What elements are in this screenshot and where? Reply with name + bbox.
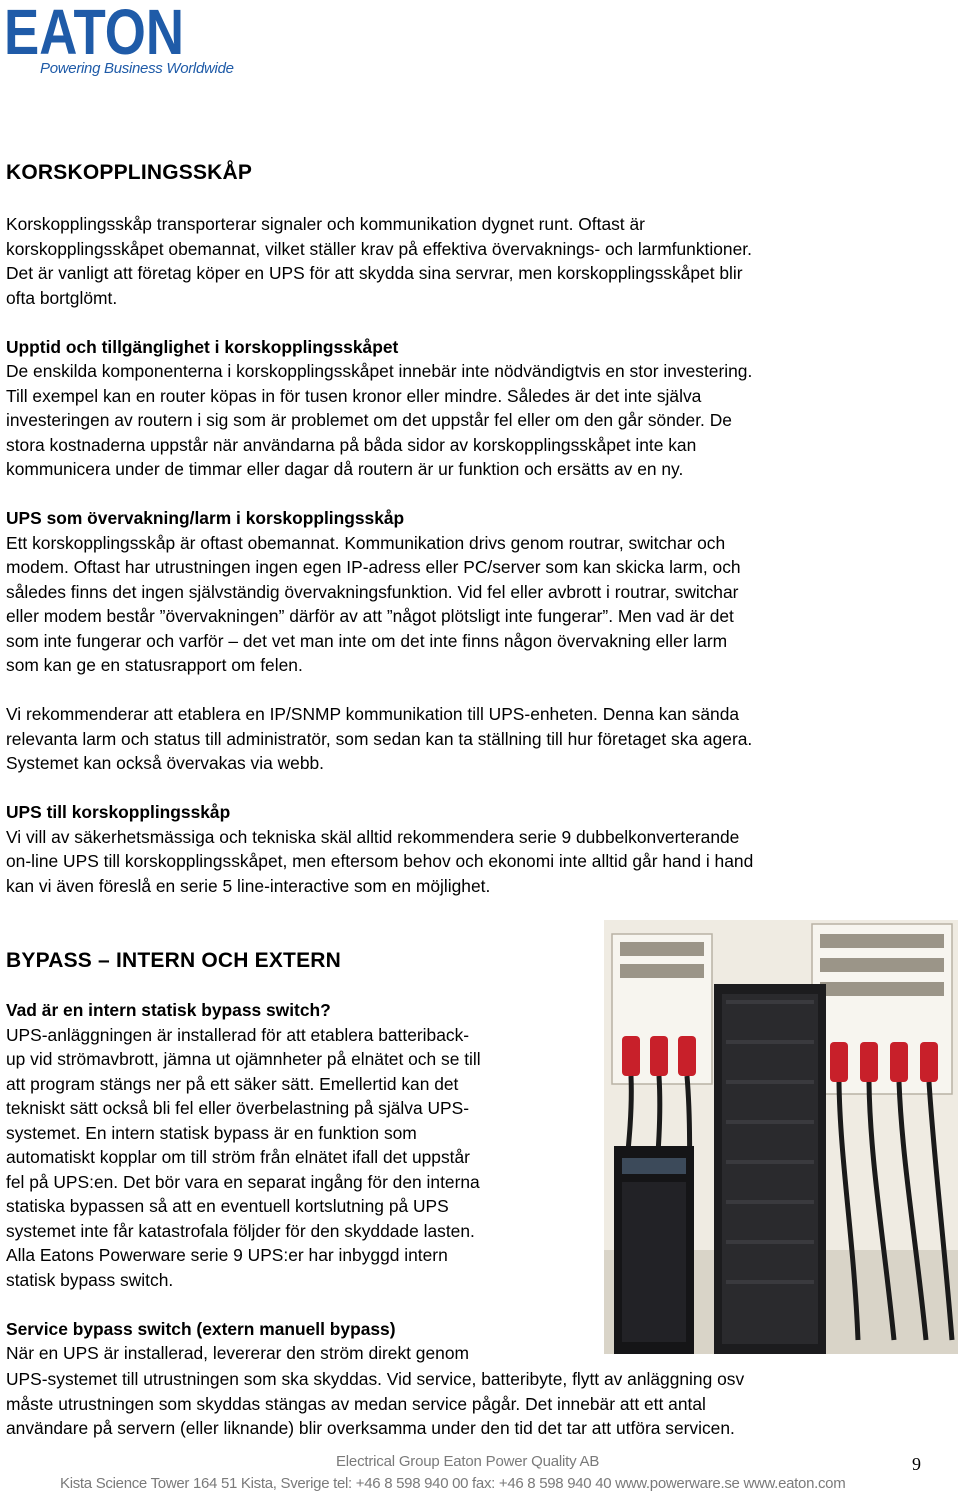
subheading-uptime: Upptid och tillgänglighet i korskopplingsskåpet (6, 336, 399, 357)
text-line: När en UPS är installerad, levererar den ström direkt genom (6, 1343, 469, 1363)
logo-wordmark: EATON (4, 2, 184, 60)
text-line: automatiskt kopplar om till ström från elnätet ifall det uppstår (6, 1147, 470, 1167)
text-line: fel på UPS:en. Det bör vara en separat ingång för den interna (6, 1171, 480, 1192)
text-line: modem. Oftast har utrustningen ingen egen IP-adress eller PC/server som kan skicka larm, och (6, 557, 741, 577)
footer-company: Electrical Group Eaton Power Quality AB (336, 1453, 600, 1470)
logo-tagline: Powering Business Worldwide (40, 60, 234, 77)
text-line: Systemet kan också övervakas via webb. (6, 753, 325, 773)
text-line: som kan ge en statusrapport om felen. (6, 655, 303, 675)
text-line: Till exempel kan en router köpas in för tusen kronor eller mindre. Således är det inte själva (6, 385, 702, 406)
text-line: användare på servern (eller liknande) blir overksamma under den tid det tar att utföra servicen. (6, 1418, 735, 1438)
subheading-monitoring: UPS som övervakning/larm i korskopplingsskåp (6, 508, 405, 528)
text-line: att program stängs ner på ett säker sätt. Emellertid kan det (6, 1073, 459, 1094)
bypass-section (6, 948, 596, 1366)
intro-paragraph (6, 212, 946, 310)
text-line: Vi vill av säkerhetsmässiga och tekniska skäl alltid rekommendera serie 9 dubbelkonverterande (6, 826, 740, 847)
text-line: Korskopplingsskåp transporterar signaler och kommunikation dygnet runt. Oftast är (6, 214, 645, 234)
text-line: måste utrustningen som skyddas stängas av medan service pågår. Det innebär att ett antal (6, 1393, 706, 1414)
text-line: ofta bortglömt. (6, 287, 118, 308)
text-line: Det är vanligt att företag köper en UPS för att skydda sina servrar, men korskopplingsskåpet blir (6, 263, 743, 283)
ups-cabinet-photo (604, 920, 958, 1354)
text-line: tekniskt sätt också bli fel eller överbelastning på själva UPS- (6, 1098, 470, 1118)
service-heading-block (6, 1317, 596, 1366)
text-line: investeringen av routern i sig som är problemet om det uppstår fel eller om den går sönder. De (6, 410, 732, 430)
ups-paragraph (6, 800, 946, 898)
text-line: Alla Eatons Powerware serie 9 UPS:er har inbyggd intern (6, 1245, 448, 1265)
section-title-korskopplingsskap: KORSKOPPLINGSSKÅP (6, 161, 253, 184)
text-line: stora kostnaderna uppstår när användarna på båda sidor av korskopplingsskåpet inte kan (6, 434, 697, 455)
page-number: 9 (912, 1454, 921, 1474)
document-body (6, 160, 946, 898)
text-line: statiska bypassen så att en eventuell kortslutning på UPS (6, 1196, 449, 1216)
text-line: UPS-systemet till utrustningen som ska skyddas. Vid service, batteribyte, flytt av anläggning osv (6, 1369, 745, 1389)
text-line: som inte fungerar och varför – det vet man inte om det inte finns någon övervakning eller larm (6, 630, 728, 651)
text-line: relevanta larm och status till administratör, som sedan kan ta ställning till hur företaget ska agera. (6, 728, 753, 749)
text-line: statisk bypass switch. (6, 1269, 174, 1290)
text-line: eller modem består ”övervakningen” därför av att ”något plötsligt inte fungerar”. Men vad är det (6, 606, 734, 626)
text-line: up vid strömavbrott, jämna ut ojämnheter på elnätet och se till (6, 1049, 481, 1069)
text-line: De enskilda komponenterna i korskopplingsskåpet innebär inte nödvändigtvis en stor investering. (6, 361, 753, 381)
text-line: systemet inte får katastrofala följder för den skyddade lasten. (6, 1220, 475, 1241)
text-line: således finns det ingen självständig övervakningsfunktion. Vid fel eller avbrott i routrar, switchar (6, 581, 739, 602)
text-line: kan vi även föreslå en serie 5 line-interactive som en möjlighet. (6, 875, 491, 896)
text-line: Ett korskopplingsskåp är oftast obemannat. Kommunikation drivs genom routrar, switchar och (6, 532, 726, 553)
subheading-service-bypass: Service bypass switch (extern manuell bypass) (6, 1318, 396, 1339)
recommend-paragraph (6, 702, 946, 776)
section-title-bypass: BYPASS – INTERN OCH EXTERN (6, 949, 342, 972)
text-line: korskopplingsskåpet obemannat, vilket ställer krav på effektiva övervaknings- och larmfunktioner. (6, 238, 752, 259)
text-line: UPS-anläggningen är installerad för att etablera batteriback- (6, 1024, 470, 1045)
text-line: Vi rekommenderar att etablera en IP/SNMP kommunikation till UPS-enheten. Denna kan sända (6, 704, 740, 724)
footer-address: Kista Science Tower 164 51 Kista, Sverige tel: +46 8 598 940 00 fax: +46 8 598 940 40 www.powerware.se www.eaton.com (60, 1475, 846, 1492)
text-line: kommunicera under de timmar eller dagar då routern är ur funktion och ersätts av en ny. (6, 459, 684, 479)
text-line: on-line UPS till korskopplingsskåpet, men eftersom behov och ekonomi inte alltid går hand i hand (6, 851, 754, 871)
uptime-paragraph (6, 335, 946, 482)
subheading-intern-bypass: Vad är en intern statisk bypass switch? (6, 1000, 331, 1020)
intern-paragraph (6, 998, 596, 1292)
text-line: systemet. En intern statisk bypass är en funktion som (6, 1122, 417, 1143)
service-paragraph (6, 1367, 946, 1441)
monitor-paragraph (6, 506, 946, 678)
subheading-ups: UPS till korskopplingsskåp (6, 802, 231, 822)
